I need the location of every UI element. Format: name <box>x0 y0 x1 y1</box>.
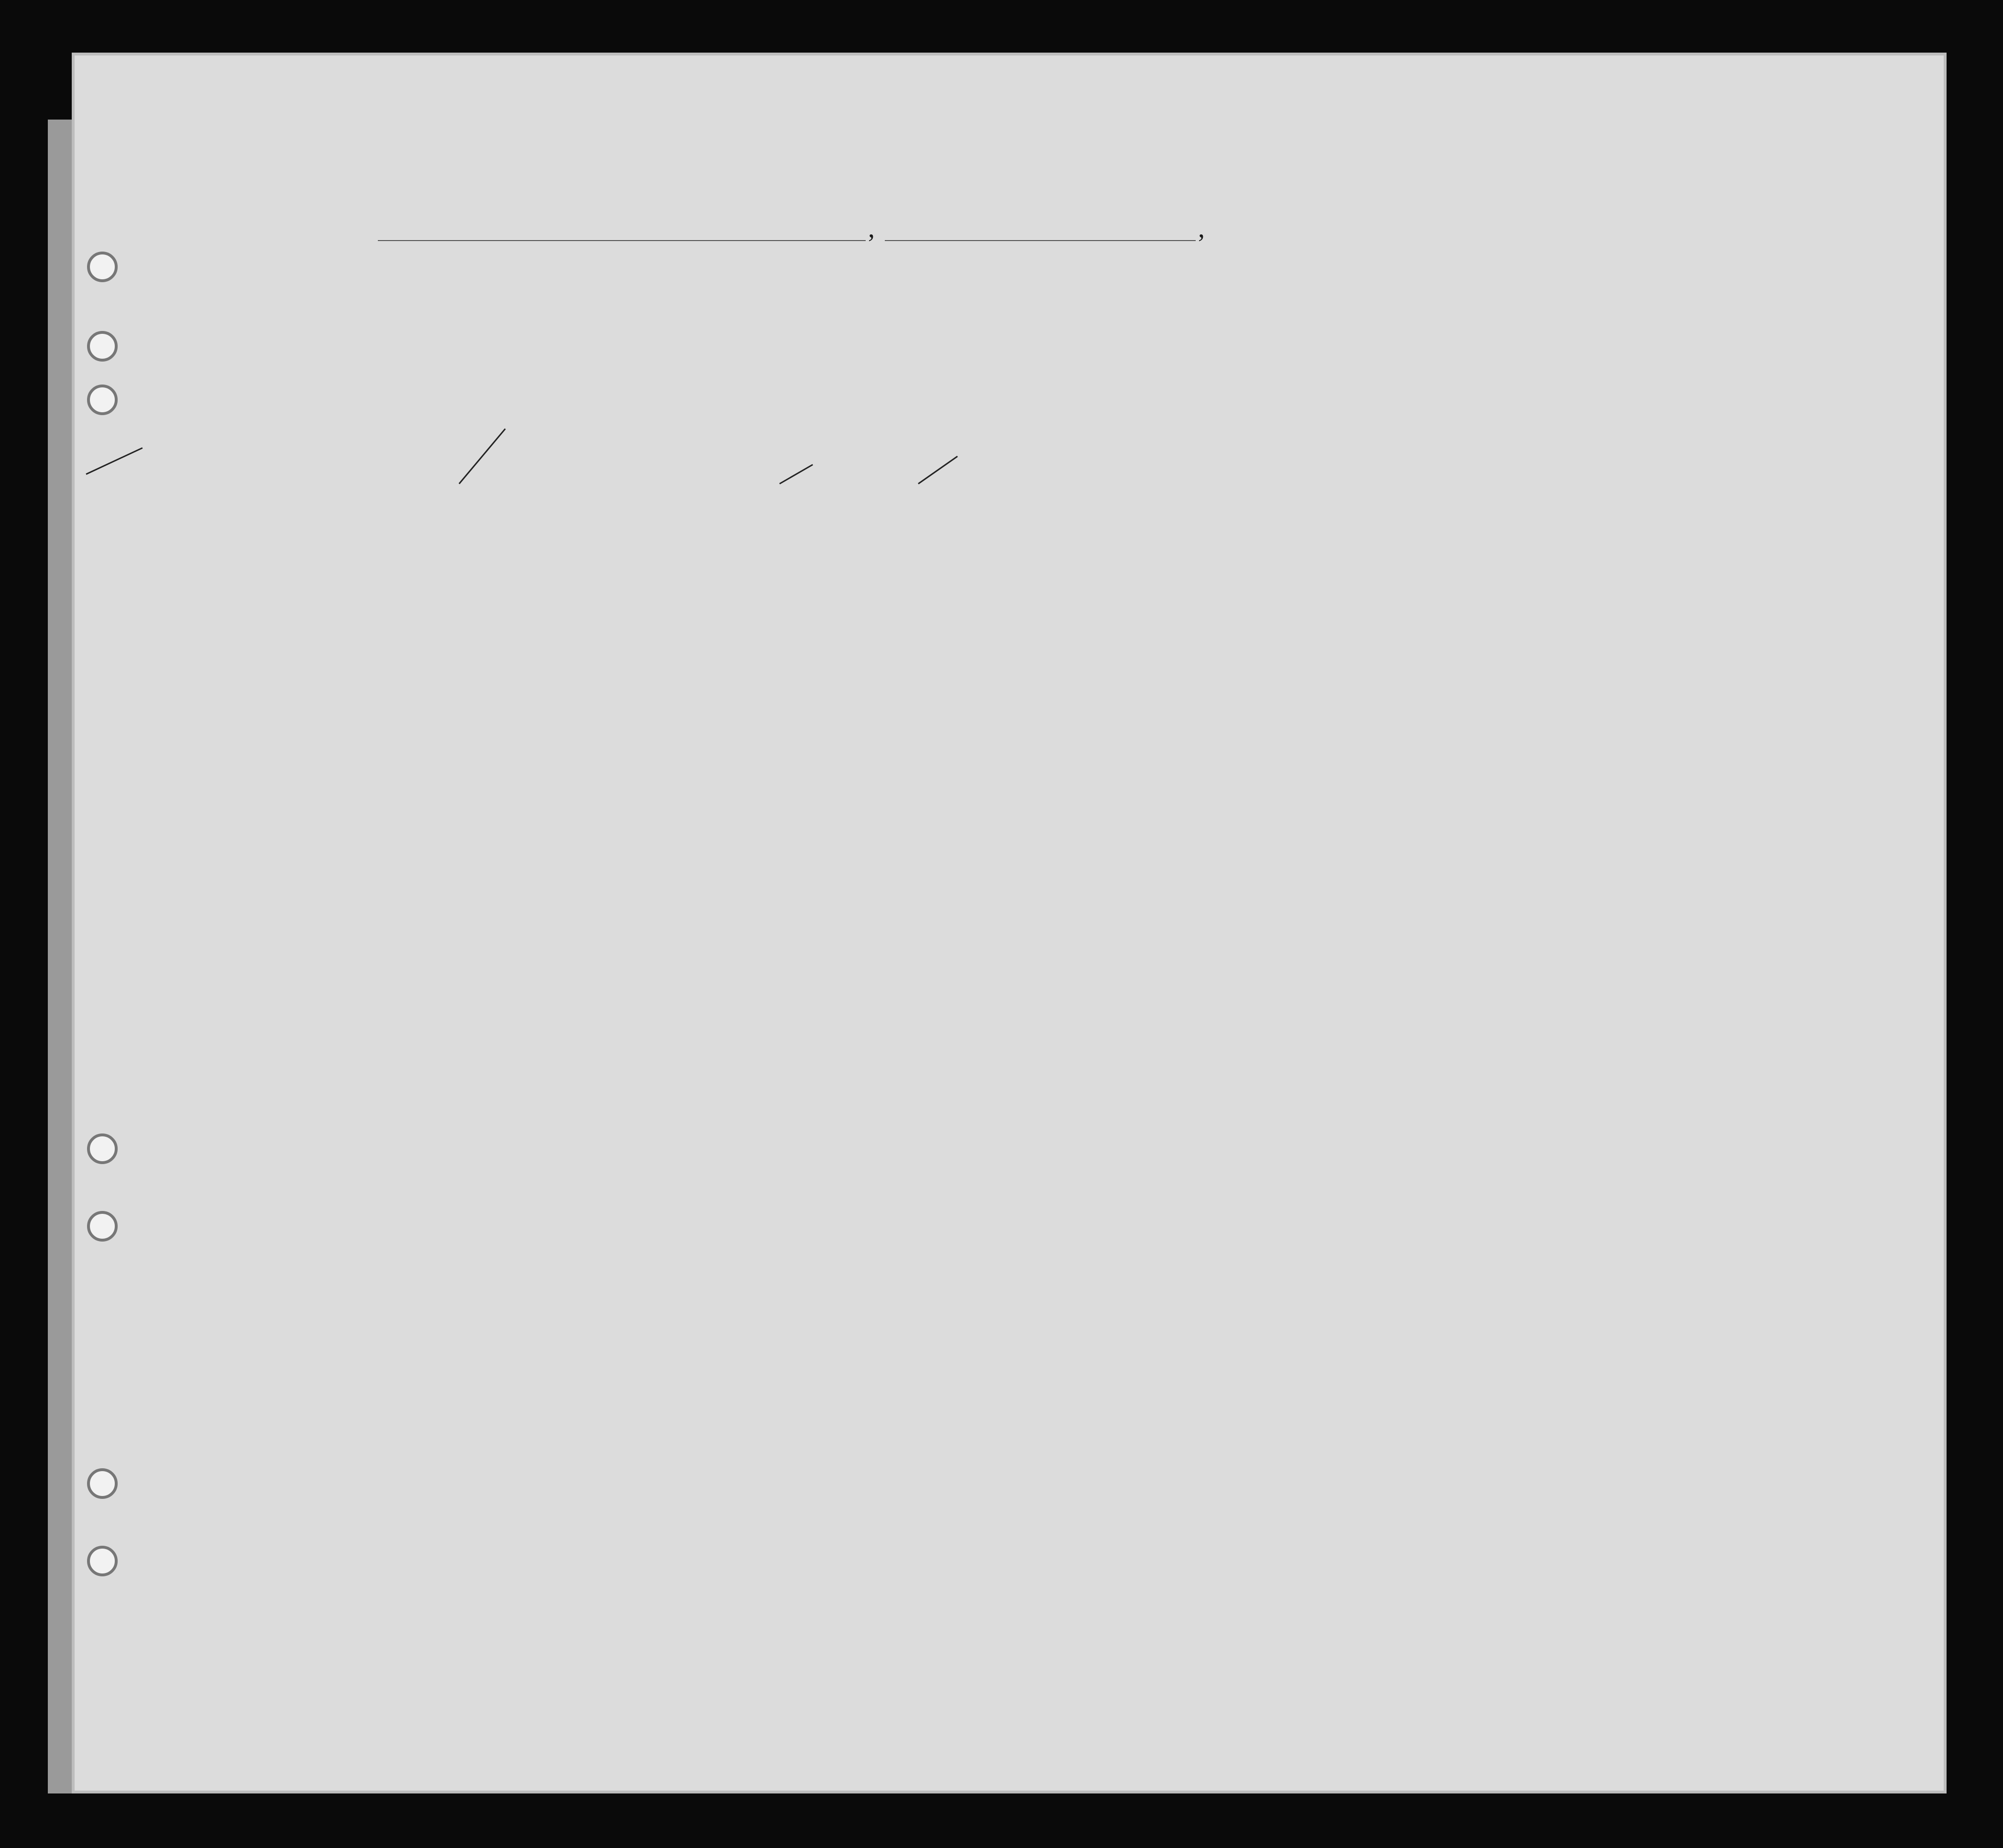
punch-hole <box>87 1211 118 1242</box>
date-underline <box>885 240 1196 241</box>
punch-hole <box>87 1468 118 1499</box>
punch-hole <box>87 1133 118 1164</box>
port-underline <box>378 240 866 241</box>
punch-hole <box>87 1546 118 1576</box>
comma: , <box>868 214 875 243</box>
punch-hole <box>87 385 118 415</box>
manifest-sheet <box>72 53 1947 1793</box>
comma: , <box>1198 214 1205 243</box>
punch-hole <box>87 252 118 282</box>
punch-hole <box>87 331 118 362</box>
